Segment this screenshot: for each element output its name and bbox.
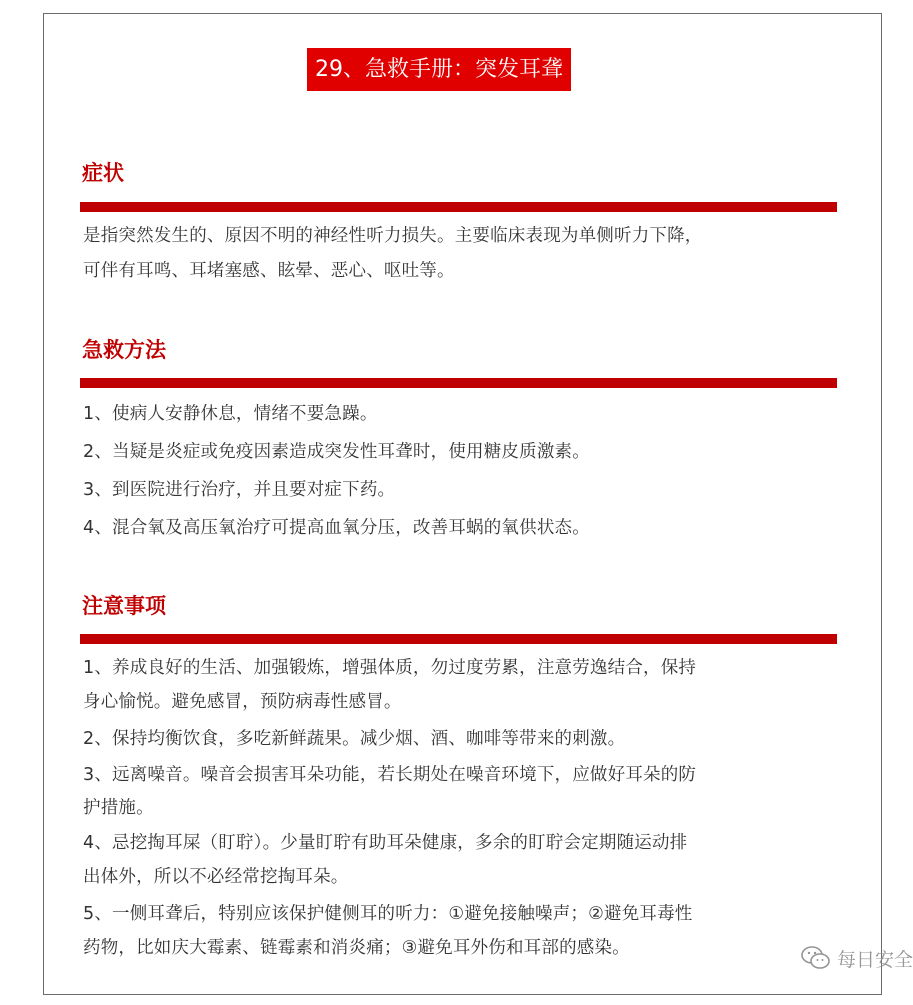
precautions-line: 护措施。 [83, 798, 154, 818]
section-divider [80, 378, 837, 388]
precautions-line: 5、一侧耳聋后，特别应该保护健侧耳的听力：①避免接触噪声；②避免耳毒性 [83, 904, 693, 924]
page-title: 29、急救手册：突发耳聋 [307, 48, 571, 91]
section-heading-first-aid: 急救方法 [82, 338, 166, 362]
section-divider [80, 202, 837, 212]
list-item: 4、混合氧及高压氧治疗可提高血氧分压，改善耳蜗的氧供状态。 [83, 518, 590, 538]
list-item: 2、当疑是炎症或免疫因素造成突发性耳聋时，使用糖皮质激素。 [83, 442, 590, 462]
section-heading-symptoms: 症状 [82, 161, 124, 185]
precautions-line: 1、养成良好的生活、加强锻炼，增强体质，勿过度劳累，注意劳逸结合，保持 [83, 658, 697, 678]
precautions-line: 2、保持均衡饮食，多吃新鲜蔬果。减少烟、酒、咖啡等带来的刺激。 [83, 729, 626, 749]
section-divider [80, 634, 837, 644]
precautions-line: 4、忌挖掏耳屎（盯聍）。少量盯聍有助耳朵健康，多余的盯聍会定期随运动排 [83, 833, 688, 853]
watermark [801, 940, 913, 976]
precautions-line: 3、远离噪音。噪音会损害耳朵功能，若长期处在噪音环境下，应做好耳朵的防 [83, 765, 697, 785]
precautions-line: 身心愉悦。避免感冒，预防病毒性感冒。 [83, 692, 402, 712]
list-item: 3、到医院进行治疗，并且要对症下药。 [83, 480, 396, 500]
section-heading-precautions: 注意事项 [82, 594, 166, 618]
watermark-text: 每日安全 [836, 948, 913, 971]
precautions-line: 出体外，所以不必经常挖掏耳朵。 [83, 867, 349, 887]
precautions-line: 药物，比如庆大霉素、链霉素和消炎痛；③避免耳外伤和耳部的感染。 [83, 938, 630, 958]
wechat-icon [801, 945, 831, 971]
list-item: 1、使病人安静休息，情绪不要急躁。 [83, 404, 378, 424]
symptoms-line: 是指突然发生的、原因不明的神经性听力损失。主要临床表现为单侧听力下降， [83, 226, 703, 246]
symptoms-line: 可伴有耳鸣、耳堵塞感、眩晕、恶心、呕吐等。 [83, 261, 455, 281]
